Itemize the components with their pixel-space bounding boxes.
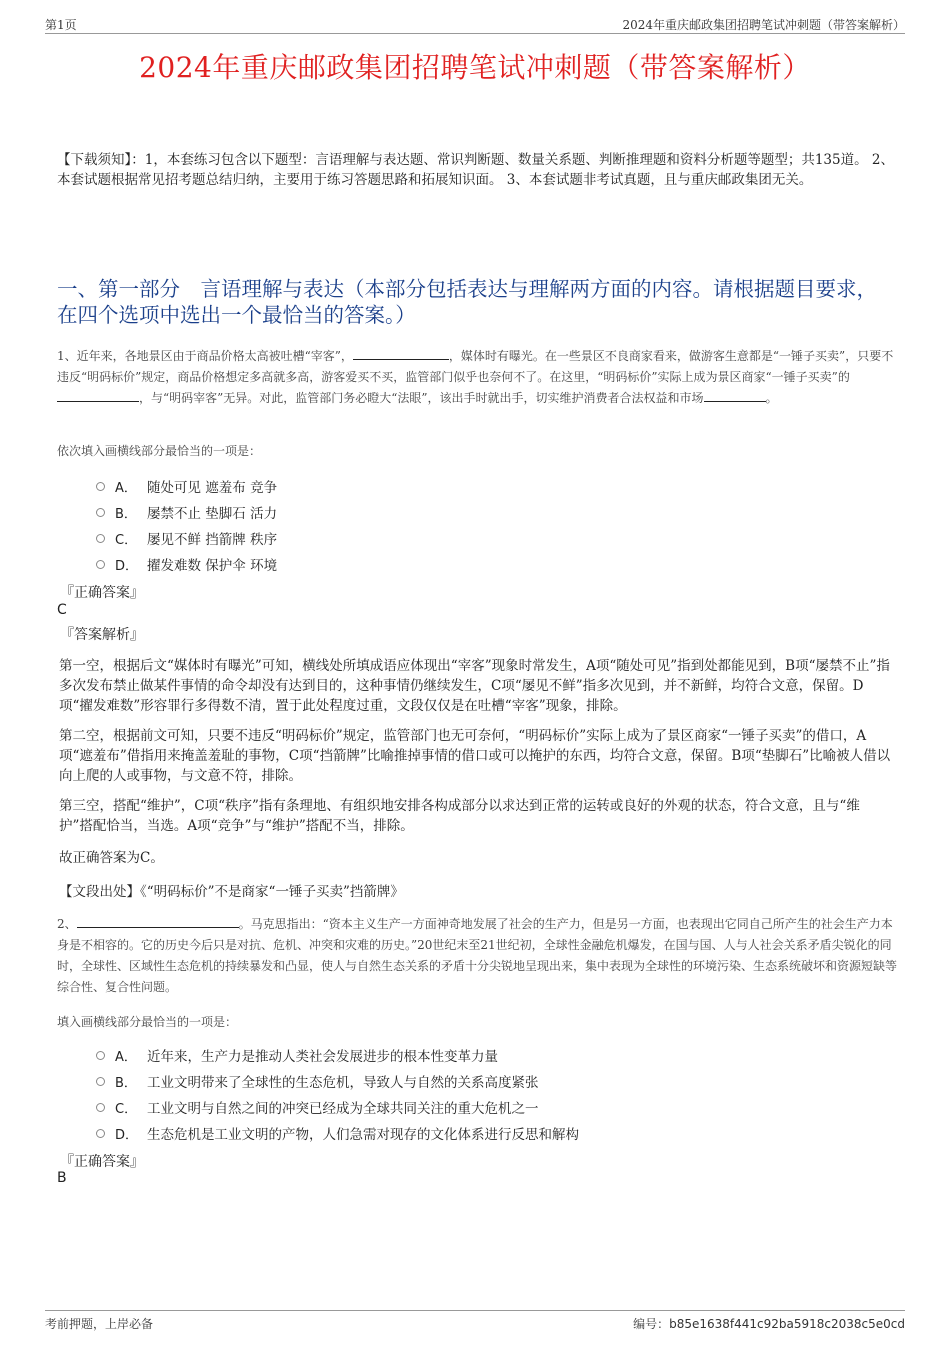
option-letter: C．: [115, 532, 138, 548]
analysis-paragraph-1: 第一空，根据后文“媒体时有曝光”可知，横线处所填成语应体现出“宰客”现象时常发生，A项“随处可见”指到处都能见到，B项“屡禁不止”指多次发布禁止做某件事情的命令却没有达到目的，这种事情仍继续发生，C项“屡见不鲜”指多次见到，并不新鲜，均符合文意，保留。D项“擢发难数”形容罪行多得数不清，置于此处程度过重，文段仅仅是在吐槽“宰客”现象，排除。: [59, 658, 890, 714]
footer-code-label: 编号：: [633, 1317, 670, 1331]
option-text: 生态危机是工业文明的产物，人们急需对现存的文化体系进行反思和解构: [147, 1127, 579, 1143]
fill-blank: [353, 346, 449, 360]
option-letter: B．: [115, 506, 137, 522]
correct-answer-value: B: [57, 1170, 67, 1186]
question-2-prompt: 填入画横线部分最恰当的一项是：: [57, 1015, 238, 1029]
option-text: 屡见不鲜 挡箭牌 秩序: [147, 532, 278, 548]
correct-answer-label: 『正确答案』: [60, 1154, 144, 1170]
radio-circle-icon[interactable]: [96, 534, 105, 543]
footer-code-value: b85e1638f441c92ba5918c2038c5e0cd: [669, 1317, 905, 1331]
question-2-stem-part-2: 。马克思指出：“资本主义生产一方面神奇地发展了社会的生产力，但是另一方面，也表现出它同自己所产生的社会生产力本身是不相容的。它的历史今后只是对抗、危机、冲突和灾难的历史。”20世纪末至21世纪初，全球性金融危机爆发，在国与国、人与人社会关系矛盾尖锐化的同时，全球性、区域性生态危机的持续暴发和凸显，使人与自然生态关系的矛盾十分尖锐地呈现出来，集中表现为全球性的环境污染、生态系统破坏和资源短缺等综合性、复合性问题。: [57, 917, 898, 994]
question-1-stem: [57, 346, 899, 409]
option-letter: B．: [115, 1075, 137, 1091]
option-text: 屡禁不止 垫脚石 活力: [147, 506, 278, 522]
question-1-option-b[interactable]: [96, 499, 856, 525]
section-title: 一、第一部分 言语理解与表达（本部分包括表达与理解两方面的内容。请根据题目要求，在四个选项中选出一个最恰当的答案。）: [57, 277, 877, 327]
question-2-options: [96, 1042, 856, 1146]
passage-source: 【文段出处】《“明码标价”不是商家“一锤子买卖”挡箭牌》: [59, 884, 404, 900]
question-1-prompt: 依次填入画横线部分最恰当的一项是：: [57, 444, 262, 458]
correct-answer-value: C: [57, 602, 67, 618]
analysis-paragraph-3: 第三空，搭配“维护”，C项“秩序”指有条理地、有组织地安排各构成部分以求达到正常的运转或良好的外观的状态，符合文意，且与“维护”搭配恰当，当选。A项“竞争”与“维护”搭配不当，排除。: [59, 798, 860, 834]
question-1-stem-part-1: 1、近年来，各地景区由于商品价格太高被吐槽“宰客”，: [57, 349, 353, 363]
option-letter: A．: [115, 480, 137, 496]
radio-circle-icon[interactable]: [96, 1103, 105, 1112]
radio-circle-icon[interactable]: [96, 1129, 105, 1138]
page-number: 第1页: [45, 18, 77, 32]
analysis-paragraph-2: 第二空，根据前文可知，只要不违反“明码标价”规定，监管部门也无可奈何，“明码标价”实际上成为了景区商家“一锤子买卖”的借口，A项“遮羞布”借指用来掩盖羞耻的事物，C项“挡箭牌”比喻推掉事情的借口或可以掩护的东西，均符合文意，保留。B项“垫脚石”比喻被人借以向上爬的人或事物，与文意不符，排除。: [59, 728, 891, 784]
option-letter: A．: [115, 1049, 137, 1065]
option-letter: D．: [115, 558, 139, 574]
question-1-stem-part-2: ，媒体时有曝光。在一些景区不良商家看来，做游客生意都是“一锤子买卖”，只要不违反“明码标价”规定，商品价格想定多高就多高，游客爱买不买，监管部门似乎也奈何不了。在这里，“明码标价”实际上成为景区商家“一锤子买卖”的: [57, 349, 894, 384]
fill-blank: [704, 388, 766, 402]
question-1-stem-part-3: ，与“明码宰客”无异。对此，监管部门务必瞪大“法眼”，该出手时就出手，切实维护消费者合法权益和市场: [139, 391, 704, 405]
option-text: 随处可见 遮羞布 竞争: [147, 480, 278, 496]
question-1-option-c[interactable]: [96, 525, 856, 551]
option-letter: D．: [115, 1127, 139, 1143]
radio-circle-icon[interactable]: [96, 482, 105, 491]
option-text: 工业文明带来了全球性的生态危机，导致人与自然的关系高度紧张: [147, 1075, 539, 1091]
radio-circle-icon[interactable]: [96, 508, 105, 517]
question-1-options: [96, 473, 856, 577]
document-title: 2024年重庆邮政集团招聘笔试冲刺题（带答案解析）: [139, 51, 811, 84]
footer-slogan: 考前押题，上岸必备: [45, 1317, 154, 1331]
fill-blank: [57, 388, 139, 402]
correct-answer-label: 『正确答案』: [60, 585, 144, 601]
page-footer: [45, 1310, 905, 1332]
radio-circle-icon[interactable]: [96, 1051, 105, 1060]
footer-code: [633, 1315, 905, 1332]
question-1-stem-part-4: 。: [765, 391, 778, 405]
analysis-conclusion: 故正确答案为C。: [59, 850, 164, 866]
page-header: [45, 14, 905, 34]
question-2-option-d[interactable]: [96, 1120, 856, 1146]
radio-circle-icon[interactable]: [96, 1077, 105, 1086]
download-notice: 【下载须知】：1，本套练习包含以下题型：言语理解与表达题、常识判断题、数量关系题、判断推理题和资料分析题等题型；共135道。 2、本套试题根据常见招考题总结归纳，主要用于练习答题思路和拓展知识面。 3、本套试题非考试真题，且与重庆邮政集团无关。: [57, 152, 894, 188]
question-2-option-c[interactable]: [96, 1094, 856, 1120]
question-2-stem-part-1: 2、: [57, 917, 77, 931]
question-2-stem: [57, 914, 899, 998]
option-text: 擢发难数 保护伞 环境: [147, 558, 278, 574]
question-2-option-a[interactable]: [96, 1042, 856, 1068]
option-text: 工业文明与自然之间的冲突已经成为全球共同关注的重大危机之一: [147, 1101, 539, 1117]
option-letter: C．: [115, 1101, 138, 1117]
question-2-option-b[interactable]: [96, 1068, 856, 1094]
header-title: 2024年重庆邮政集团招聘笔试冲刺题（带答案解析）: [622, 18, 905, 32]
question-1-option-d[interactable]: [96, 551, 856, 577]
option-text: 近年来，生产力是推动人类社会发展进步的根本性变革力量: [147, 1049, 498, 1065]
analysis-label: 『答案解析』: [60, 627, 144, 643]
radio-circle-icon[interactable]: [96, 560, 105, 569]
fill-blank: [77, 914, 239, 928]
question-1-option-a[interactable]: [96, 473, 856, 499]
